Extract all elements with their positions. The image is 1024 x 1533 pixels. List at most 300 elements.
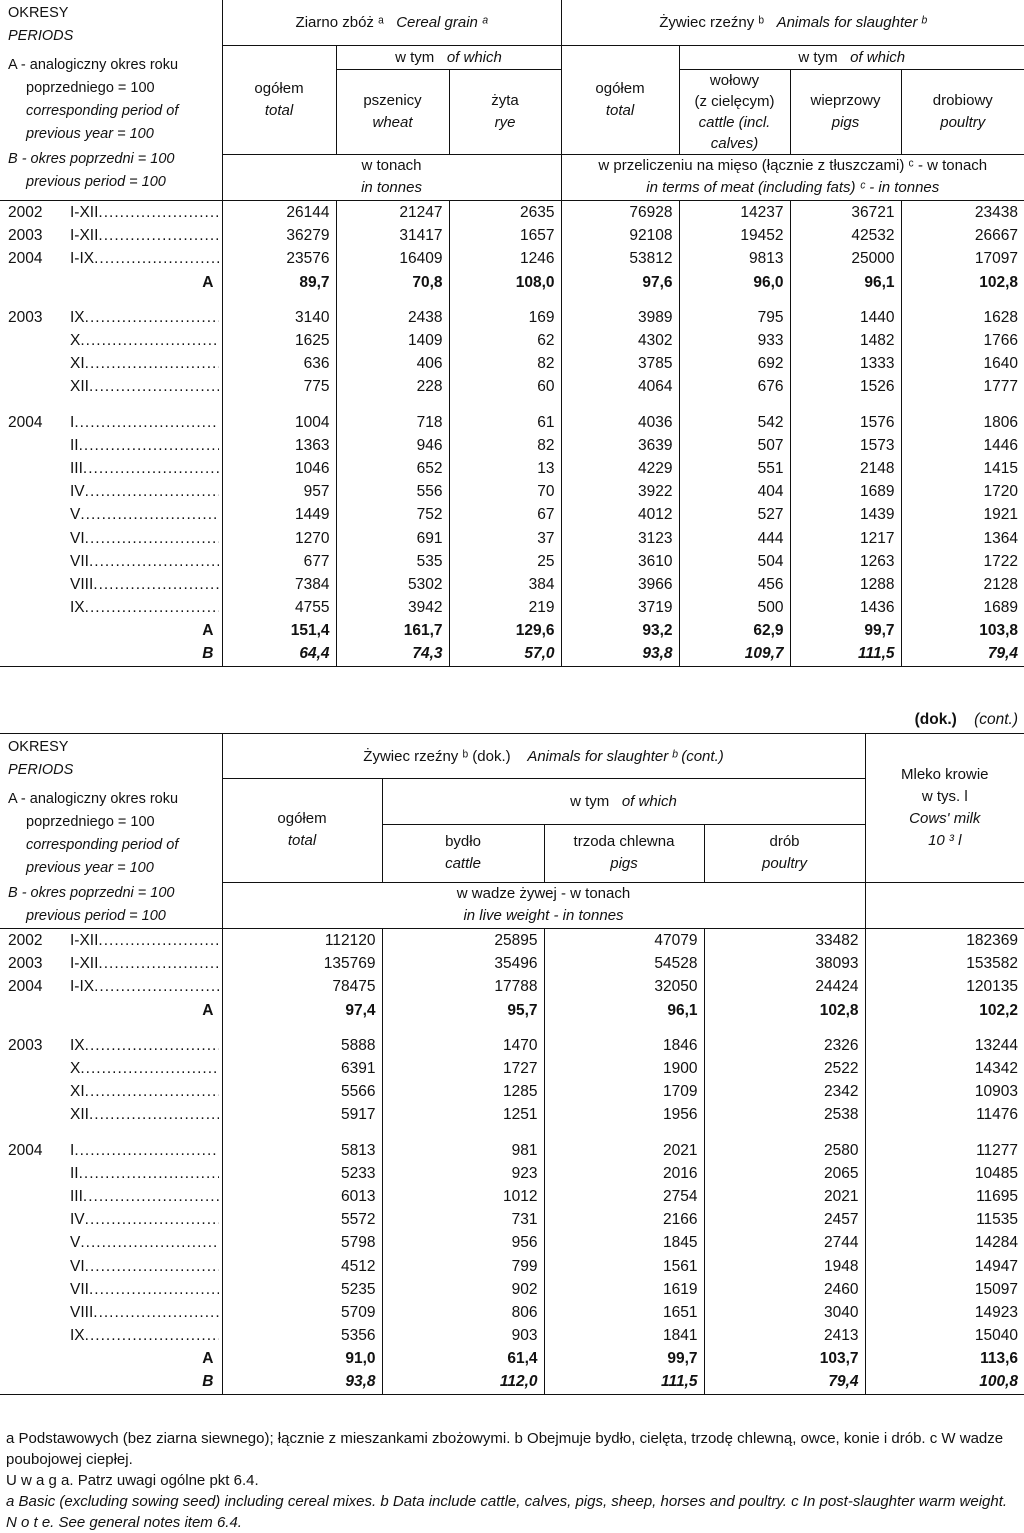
period-month: III <box>70 1187 83 1205</box>
period-leader <box>8 434 219 457</box>
spacer-cell <box>0 399 222 411</box>
value-cell: 32050 <box>544 975 704 998</box>
value-cell: 25895 <box>382 929 544 953</box>
table-row <box>0 1034 1024 1057</box>
periods-header <box>0 0 222 201</box>
value-cell: 120135 <box>865 975 1024 998</box>
value-cell: 17097 <box>901 247 1024 270</box>
cereal-header <box>222 0 561 45</box>
spacer-cell <box>222 1022 382 1034</box>
wheat-en: wheat <box>372 113 413 131</box>
value-cell: 24424 <box>704 975 865 998</box>
dot-leader <box>85 306 219 329</box>
milk-pl: Mleko krowie <box>901 765 989 783</box>
spacer-cell <box>679 399 790 411</box>
live-poultry-en: poultry <box>761 855 808 873</box>
table-row <box>0 247 1024 270</box>
value-cell: 113,6 <box>865 1347 1024 1370</box>
rye-en: rye <box>494 113 516 131</box>
period-label <box>0 573 222 596</box>
value-cell: 25000 <box>790 247 901 270</box>
unit-meat-en <box>561 177 1024 201</box>
poultry-en: poultry <box>940 113 986 131</box>
value-cell: 4036 <box>561 411 679 434</box>
spacer-cell <box>222 294 336 306</box>
value-cell: 1628 <box>901 306 1024 329</box>
periods-label-en-2: PERIODS <box>8 762 74 778</box>
table-row <box>0 1139 1024 1162</box>
value-cell: 96,1 <box>544 999 704 1022</box>
dot-leader <box>89 1278 219 1301</box>
value-cell: 404 <box>679 480 790 503</box>
table-row <box>0 1162 1024 1185</box>
top-header <box>0 0 1024 201</box>
period-label <box>0 224 222 247</box>
value-cell: 4229 <box>561 457 679 480</box>
live-total-pl: ogółem <box>277 810 327 828</box>
period-label <box>0 457 222 480</box>
period-month: I-IX <box>70 978 95 996</box>
period-month: I <box>70 413 75 431</box>
value-cell: 79,4 <box>704 1370 865 1394</box>
period-leader <box>8 375 219 398</box>
milk-en: Cows' milk <box>909 809 981 827</box>
period-label <box>0 271 222 294</box>
value-cell: 14947 <box>865 1254 1024 1277</box>
table-row <box>0 1278 1024 1301</box>
spacer-cell <box>901 399 1024 411</box>
value-cell: 37 <box>449 526 561 549</box>
spacer-row <box>0 399 1024 411</box>
live-cattle-en: cattle <box>445 855 481 873</box>
value-cell: 91,0 <box>345 1350 376 1368</box>
period-leader <box>8 247 219 270</box>
value-cell: 1727 <box>382 1057 544 1080</box>
dot-leader <box>93 1301 218 1324</box>
value-cell: 96,0 <box>679 271 790 294</box>
period-label <box>0 1103 222 1126</box>
period-month: VIII <box>70 575 94 593</box>
value-cell: 2522 <box>704 1057 865 1080</box>
value-cell: 5888 <box>341 1036 376 1054</box>
table-row <box>0 352 1024 375</box>
period-label <box>0 1034 222 1057</box>
table-row <box>0 642 1024 666</box>
value-cell: 7384 <box>295 575 330 593</box>
dot-leader <box>98 952 218 975</box>
value-cell: 384 <box>449 573 561 596</box>
footnote-pl: a Podstawowych (bez ziarna siewnego); łącznie z mieszankami zbożowymi. b Obejmuje bydło, cielęta, trzodę chlewną, owce, konie i drób. c W wadze poubojowej ciepłej. <box>6 1430 1004 1468</box>
value-cell: 2021 <box>544 1139 704 1162</box>
value-cell: 500 <box>679 596 790 619</box>
unit-tonnes-pl-text: w tonach <box>361 156 422 174</box>
value-cell: 5235 <box>341 1280 376 1298</box>
value-cell: 11476 <box>865 1103 1024 1126</box>
table-row <box>0 999 1024 1022</box>
spacer-cell <box>222 1127 382 1139</box>
period-leader <box>8 1162 219 1185</box>
value-cell: 93,8 <box>222 1370 382 1394</box>
dot-leader <box>83 457 219 480</box>
value-cell: 1845 <box>544 1231 704 1254</box>
table-row <box>0 526 1024 549</box>
value-cell: 112,0 <box>382 1370 544 1394</box>
value-cell: 902 <box>382 1278 544 1301</box>
table-row <box>0 1080 1024 1103</box>
animals-pl: Żywiec rzeźny ᵇ <box>659 13 765 31</box>
period-year: 2002 <box>8 204 43 222</box>
index-marker: A <box>202 1350 214 1368</box>
value-cell: 3123 <box>561 526 679 549</box>
value-cell: 551 <box>679 457 790 480</box>
value-cell: 636 <box>303 355 330 373</box>
value-cell: 2635 <box>449 201 561 225</box>
pigs-meat-header <box>790 69 901 154</box>
value-cell: 1956 <box>544 1103 704 1126</box>
value-cell: 23438 <box>901 201 1024 225</box>
index-marker: A <box>202 273 214 291</box>
value-cell: 1689 <box>901 596 1024 619</box>
value-cell: 652 <box>336 457 449 480</box>
value-cell: 5233 <box>341 1164 376 1182</box>
spacer-cell <box>336 294 449 306</box>
value-cell: 1640 <box>901 352 1024 375</box>
period-month: I <box>70 1141 75 1159</box>
unit-live-pl-text: w wadze żywej - w tonach <box>456 884 631 902</box>
value-cell: 25 <box>449 550 561 573</box>
value-cell: 3639 <box>561 434 679 457</box>
unit-meat-pl-text: w przeliczeniu na mięso (łącznie z tłuszczami) ᶜ - w tonach <box>598 156 988 174</box>
value-cell: 923 <box>382 1162 544 1185</box>
period-label <box>0 1139 222 1162</box>
period-month: I-XII <box>70 204 99 222</box>
value-cell: 78475 <box>332 978 376 996</box>
period-leader <box>8 596 219 619</box>
meat-total-pl: ogółem <box>595 79 645 97</box>
dot-leader <box>79 434 219 457</box>
value-cell: 70 <box>449 480 561 503</box>
dot-leader <box>80 1231 218 1254</box>
value-cell: 5302 <box>336 573 449 596</box>
period-month: XI <box>70 355 85 373</box>
live-ofwhich <box>382 779 865 825</box>
dot-leader <box>89 550 219 573</box>
period-year: 2004 <box>8 250 43 268</box>
period-year: 2003 <box>8 1036 43 1054</box>
table-row <box>0 434 1024 457</box>
animals-header <box>561 0 1024 45</box>
dot-leader <box>80 329 218 352</box>
period-label <box>0 480 222 503</box>
index-marker: A <box>202 1001 214 1019</box>
period-label <box>0 1278 222 1301</box>
live-total-en: total <box>287 832 317 850</box>
pigs-pl: wieprzowy <box>810 91 881 109</box>
dot-leader <box>80 503 218 526</box>
value-cell: 2438 <box>336 306 449 329</box>
value-cell: 161,7 <box>336 619 449 642</box>
period-month: XI <box>70 1083 85 1101</box>
period-label <box>0 1080 222 1103</box>
poultry-meat-header <box>901 69 1024 154</box>
value-cell: 82 <box>449 434 561 457</box>
value-cell: 5917 <box>341 1106 376 1124</box>
dot-leader <box>79 1162 219 1185</box>
table-row <box>0 271 1024 294</box>
live-ofwhich-pl: w tym <box>570 792 610 810</box>
defB-en-2: previous period = 100 <box>26 908 166 924</box>
value-cell: 102,8 <box>704 999 865 1022</box>
value-cell: 795 <box>679 306 790 329</box>
table-row <box>0 1370 1024 1394</box>
value-cell: 54528 <box>544 952 704 975</box>
milk-en2: 10 ³ l <box>928 831 962 849</box>
cattle-en: cattle (incl. <box>698 113 771 131</box>
value-cell: 5709 <box>341 1303 376 1321</box>
dot-leader <box>89 1103 219 1126</box>
continued-label <box>915 711 1018 729</box>
period-label <box>0 619 222 642</box>
period-label <box>0 375 222 398</box>
defA-en1: corresponding period of <box>26 103 179 119</box>
value-cell: 111,5 <box>790 642 901 666</box>
value-cell: 19452 <box>679 224 790 247</box>
table-row <box>0 480 1024 503</box>
period-label <box>0 1057 222 1080</box>
value-cell: 527 <box>679 503 790 526</box>
period-month: IX <box>70 1327 85 1345</box>
cereal-ofwhich-en: of which <box>446 48 502 66</box>
value-cell: 38093 <box>704 952 865 975</box>
value-cell: 2148 <box>790 457 901 480</box>
period-month: VII <box>70 1280 89 1298</box>
value-cell: 103,8 <box>901 619 1024 642</box>
spacer-cell <box>544 1022 704 1034</box>
period-leader <box>8 503 219 526</box>
dot-leader <box>80 1057 218 1080</box>
value-cell: 752 <box>336 503 449 526</box>
table-row <box>0 550 1024 573</box>
value-cell: 31417 <box>336 224 449 247</box>
value-cell: 23576 <box>286 250 330 268</box>
value-cell: 731 <box>382 1208 544 1231</box>
value-cell: 100,8 <box>865 1370 1024 1394</box>
value-cell: 406 <box>336 352 449 375</box>
defA-pl1: A - analogiczny okres roku <box>8 57 179 73</box>
value-cell: 806 <box>382 1301 544 1324</box>
dot-leader <box>98 929 218 952</box>
period-month: III <box>70 459 83 477</box>
spacer-cell <box>382 1127 544 1139</box>
value-cell: 219 <box>449 596 561 619</box>
period-year: 2004 <box>8 413 43 431</box>
value-cell: 1246 <box>449 247 561 270</box>
value-cell: 3966 <box>561 573 679 596</box>
period-leader <box>8 201 219 224</box>
bottom-body <box>0 929 1024 1395</box>
value-cell: 2016 <box>544 1162 704 1185</box>
cattle-meat-header <box>679 69 790 154</box>
dot-leader <box>85 1324 219 1347</box>
period-leader <box>8 929 219 952</box>
spacer-cell <box>704 1127 865 1139</box>
value-cell: 11535 <box>865 1208 1024 1231</box>
period-leader <box>8 411 219 434</box>
value-cell: 76928 <box>561 201 679 225</box>
value-cell: 92108 <box>561 224 679 247</box>
meat-total-header <box>561 45 679 154</box>
table-row <box>0 411 1024 434</box>
table-row <box>0 1324 1024 1347</box>
table-row <box>0 1103 1024 1126</box>
value-cell: 2166 <box>544 1208 704 1231</box>
value-cell: 933 <box>679 329 790 352</box>
value-cell: 6391 <box>341 1060 376 1078</box>
value-cell: 112120 <box>324 932 376 950</box>
value-cell: 4302 <box>561 329 679 352</box>
live-cattle-header <box>382 825 544 882</box>
value-cell: 62 <box>449 329 561 352</box>
value-cell: 61 <box>449 411 561 434</box>
period-label <box>0 411 222 434</box>
value-cell: 676 <box>679 375 790 398</box>
meat-ofwhich-pl: w tym <box>798 48 838 66</box>
period-leader <box>8 306 219 329</box>
value-cell: 2065 <box>704 1162 865 1185</box>
defA-pl2-2: poprzedniego = 100 <box>26 814 155 830</box>
period-month: VI <box>70 1257 85 1275</box>
value-cell: 1285 <box>382 1080 544 1103</box>
value-cell: 1561 <box>544 1254 704 1277</box>
value-cell: 1657 <box>449 224 561 247</box>
value-cell: 103,7 <box>704 1347 865 1370</box>
value-cell: 109,7 <box>679 642 790 666</box>
value-cell: 1012 <box>382 1185 544 1208</box>
cereal-total-pl: ogółem <box>254 79 304 97</box>
table-row <box>0 1208 1024 1231</box>
value-cell: 14237 <box>679 201 790 225</box>
value-cell: 556 <box>336 480 449 503</box>
period-month: IX <box>70 599 85 617</box>
value-cell: 1436 <box>790 596 901 619</box>
value-cell: 108,0 <box>449 271 561 294</box>
cereal-total-en: total <box>264 101 294 119</box>
value-cell: 102,8 <box>901 271 1024 294</box>
bottom-header <box>0 734 1024 929</box>
period-label <box>0 952 222 975</box>
period-year: 2003 <box>8 308 43 326</box>
value-cell: 504 <box>679 550 790 573</box>
value-cell: 102,2 <box>865 999 1024 1022</box>
value-cell: 1446 <box>901 434 1024 457</box>
spacer-cell <box>0 294 222 306</box>
table-row <box>0 1057 1024 1080</box>
period-month: VI <box>70 529 85 547</box>
period-month: VIII <box>70 1303 94 1321</box>
value-cell: 1440 <box>790 306 901 329</box>
value-cell: 1921 <box>901 503 1024 526</box>
value-cell: 5566 <box>341 1083 376 1101</box>
spacer-row <box>0 294 1024 306</box>
period-month: V <box>70 506 81 524</box>
period-label <box>0 1231 222 1254</box>
value-cell: 1576 <box>790 411 901 434</box>
value-cell: 61,4 <box>382 1347 544 1370</box>
defB-pl <box>8 148 219 171</box>
unit-live-en <box>222 905 865 929</box>
table-row <box>0 975 1024 998</box>
value-cell: 775 <box>303 378 330 396</box>
unit-tonnes-en <box>222 177 561 201</box>
value-cell: 3785 <box>561 352 679 375</box>
value-cell: 1482 <box>790 329 901 352</box>
value-cell: 16409 <box>336 247 449 270</box>
value-cell: 13244 <box>865 1034 1024 1057</box>
cereal-pl: Ziarno zbóż ᵃ <box>295 13 384 31</box>
value-cell: 957 <box>303 483 330 501</box>
cereal-ofwhich <box>336 45 561 69</box>
period-label <box>0 975 222 998</box>
period-leader <box>8 1301 219 1324</box>
value-cell: 99,7 <box>544 1347 704 1370</box>
value-cell: 60 <box>449 375 561 398</box>
spacer-row <box>0 1022 1024 1034</box>
value-cell: 718 <box>336 411 449 434</box>
value-cell: 1046 <box>295 459 330 477</box>
period-leader <box>8 975 219 998</box>
value-cell: 3040 <box>704 1301 865 1324</box>
period-leader <box>8 550 219 573</box>
value-cell: 2580 <box>704 1139 865 1162</box>
animals-en: Animals for slaughter ᵇ <box>776 13 927 31</box>
dot-leader <box>85 352 219 375</box>
spacer-cell <box>561 294 679 306</box>
value-cell: 542 <box>679 411 790 434</box>
table-row <box>0 573 1024 596</box>
value-cell: 10903 <box>865 1080 1024 1103</box>
spacer-cell <box>382 1022 544 1034</box>
spacer-cell <box>544 1127 704 1139</box>
period-month: IX <box>70 1036 85 1054</box>
period-month: II <box>70 1164 79 1182</box>
period-year: 2004 <box>8 1141 43 1159</box>
period-year: 2004 <box>8 978 43 996</box>
value-cell: 14284 <box>865 1231 1024 1254</box>
value-cell: 111,5 <box>544 1370 704 1394</box>
value-cell: 1409 <box>336 329 449 352</box>
value-cell: 129,6 <box>449 619 561 642</box>
defA-en1-2: corresponding period of <box>26 837 179 853</box>
period-month: V <box>70 1234 81 1252</box>
cattle-en2: calves) <box>710 134 759 152</box>
dot-leader <box>93 573 218 596</box>
value-cell: 1948 <box>704 1254 865 1277</box>
top-table <box>0 0 1024 667</box>
period-leader <box>8 457 219 480</box>
cereal-total-header <box>222 45 336 154</box>
value-cell: 4755 <box>295 599 330 617</box>
period-leader <box>8 573 219 596</box>
value-cell: 2744 <box>704 1231 865 1254</box>
value-cell: 1722 <box>901 550 1024 573</box>
milk-unit-blank <box>865 882 1024 905</box>
table-row <box>0 952 1024 975</box>
value-cell: 5813 <box>341 1141 376 1159</box>
value-cell: 26144 <box>286 204 330 222</box>
index-marker: A <box>202 622 214 640</box>
value-cell: 535 <box>336 550 449 573</box>
live-total-header <box>222 779 382 883</box>
